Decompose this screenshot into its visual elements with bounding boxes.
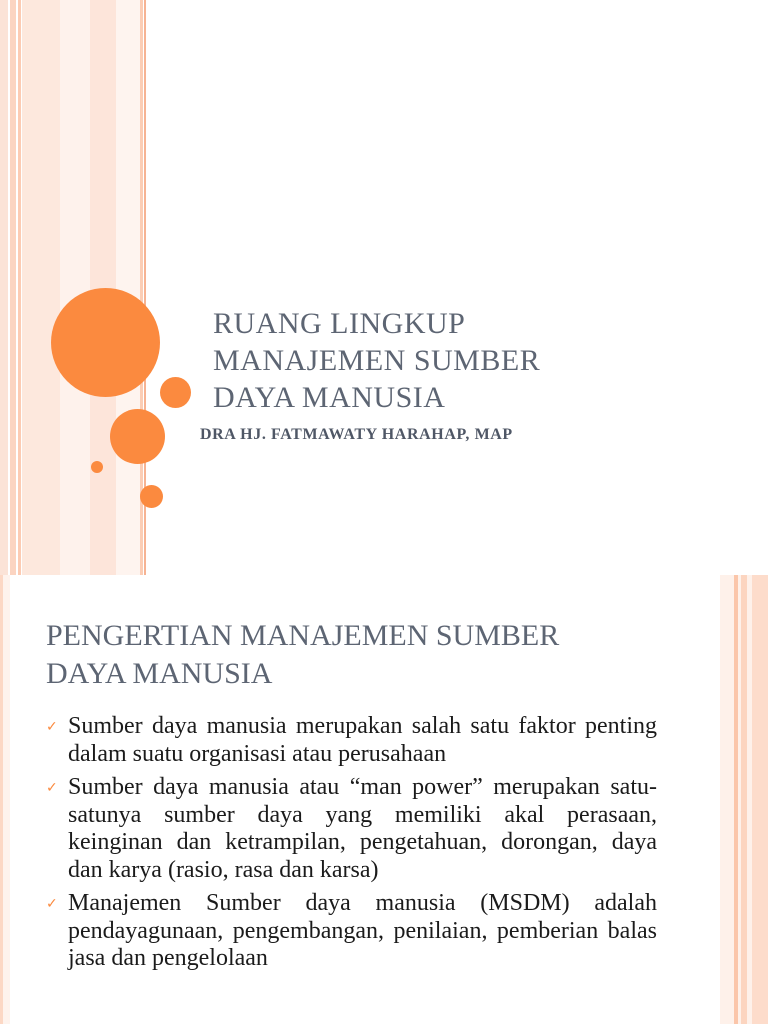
orange-circle-icon bbox=[91, 461, 103, 473]
decorative-stripe bbox=[18, 0, 21, 575]
bullet-item bbox=[46, 713, 657, 768]
bullet-text: Manajemen Sumber daya manusia (MSDM) adalah pendayagunaan, pengembangan, penilaian, pemberian balas jasa dan pengelolaan bbox=[68, 890, 657, 971]
decorative-stripe bbox=[116, 0, 140, 575]
decorative-stripe bbox=[10, 0, 16, 575]
decorative-stripe bbox=[22, 0, 60, 575]
checkmark-icon: ✓ bbox=[46, 896, 58, 912]
orange-circle-icon bbox=[110, 409, 165, 464]
slide-heading bbox=[46, 617, 706, 693]
decorative-stripe bbox=[752, 575, 768, 1024]
slide-title-line: MANAJEMEN SUMBER bbox=[213, 344, 541, 377]
bullet-list bbox=[46, 713, 657, 979]
checkmark-icon: ✓ bbox=[46, 719, 58, 735]
orange-circle-icon bbox=[160, 377, 191, 408]
author-subtitle: DRA HJ. FATMAWATY HARAHAP, MAP bbox=[200, 426, 513, 443]
slide-heading-line: PENGERTIAN MANAJEMEN SUMBER bbox=[46, 619, 560, 652]
orange-circle-icon bbox=[140, 485, 163, 508]
slide-heading-line: DAYA MANUSIA bbox=[46, 657, 273, 690]
bullet-item bbox=[46, 774, 657, 884]
decorative-stripe bbox=[3, 575, 10, 1024]
orange-circle-icon bbox=[51, 288, 160, 397]
content-slide bbox=[0, 575, 768, 1024]
decorative-stripe bbox=[734, 575, 738, 1024]
bullet-text: Sumber daya manusia atau “man power” merupakan satu-satunya sumber daya yang memiliki akal perasaan, keinginan dan ketrampilan, pengetahuan, dorongan, daya dan karya (rasio, rasa dan karsa) bbox=[68, 774, 657, 883]
decorative-stripe bbox=[0, 0, 8, 575]
decorative-stripe bbox=[741, 575, 747, 1024]
slide-title-line: RUANG LINGKUP bbox=[213, 307, 466, 340]
slide-title-line: DAYA MANUSIA bbox=[213, 381, 446, 414]
slide-title bbox=[213, 305, 733, 416]
bullet-item bbox=[46, 890, 657, 973]
bullet-text: Sumber daya manusia merupakan salah satu faktor penting dalam suatu organisasi atau perusahaan bbox=[68, 713, 657, 767]
decorative-stripe bbox=[60, 0, 90, 575]
checkmark-icon: ✓ bbox=[46, 780, 58, 796]
